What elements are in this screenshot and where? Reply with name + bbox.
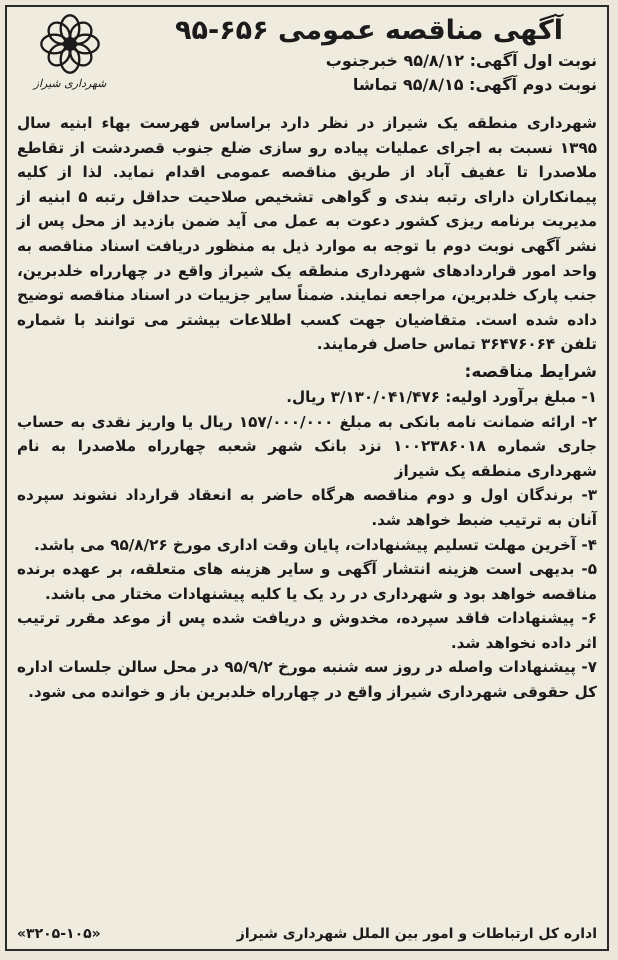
footer-organization: اداره کل ارتباطات و امور بین الملل شهرداری شیراز bbox=[236, 926, 597, 942]
condition-item: ۲- ارائه ضمانت نامه بانکی به مبلغ ۱۵۷/۰۰۰/۰۰۰ ریال یا واریز نقدی به حساب جاری شماره ۱۰۰۲۳۸۶۰۱۸ نزد بانک شهر شعبه چهارراه ملاصدرا به نام شهرداری منطقه یک شیراز bbox=[17, 412, 598, 480]
condition-item: ۵- بدیهی است هزینه انتشار آگهی و سایر هزینه های متعلقه، بر عهده برنده مناقصه خواهد بود و شهرداری در رد یک یا کلیه پیشنهادات مختار می باشد. bbox=[17, 560, 597, 603]
conditions-list bbox=[17, 385, 597, 705]
notice-footer bbox=[17, 923, 597, 945]
header-text bbox=[123, 13, 597, 97]
condition-item: ۱- مبلغ برآورد اولیه: ۳/۱۳۰/۰۴۱/۴۷۶ ریال. bbox=[286, 387, 597, 406]
condition-item: ۷- پیشنهادات واصله در روز سه شنبه مورخ ۹۵/۹/۲ در محل سالن جلسات اداره کل حقوقی شهرداری شیراز واقع در چهارراه خلدبرین باز و خوانده می شود. bbox=[17, 658, 597, 702]
condition-item: ۳- برندگان اول و دوم مناقصه هرگاه حاضر به انعقاد قرارداد نشوند سپرده آنان به ترتیب ضبط خواهد شد. bbox=[17, 486, 597, 529]
shiraz-municipality-logo bbox=[17, 13, 123, 103]
notice-header bbox=[17, 13, 597, 111]
notice-title: آگهی مناقصه عمومی ۶۵۶-۹۵ bbox=[175, 15, 563, 46]
first-round-date: نوبت اول آگهی: ۹۵/۸/۱۲ خبرجنوب bbox=[325, 51, 597, 70]
conditions-title: شرایط مناقصه: bbox=[464, 361, 597, 382]
condition-item: ۶- پیشنهادات فاقد سپرده، مخدوش و دریافت شده پس از موعد مقرر ترتیب اثر داده نخواهد شد. bbox=[17, 609, 597, 652]
logo-caption: شهرداری شیراز bbox=[33, 77, 107, 90]
condition-item: ۴- آخرین مهلت تسلیم پیشنهادات، پایان وقت اداری مورخ ۹۵/۸/۲۶ می باشد. bbox=[33, 535, 597, 554]
tender-notice bbox=[5, 5, 609, 951]
second-round-date: نوبت دوم آگهی: ۹۵/۸/۱۵ تماشا bbox=[352, 75, 597, 94]
footer-code: «۳۲۰۵-۱۰۵» bbox=[17, 926, 101, 942]
notice-body: شهرداری منطقه یک شیراز در نظر دارد براساس فهرست بهاء ابنیه سال ۱۳۹۵ نسبت به اجرای عملیات پیاده رو سازی ضلع جنوب قصردشت از تقاطع ملاصدرا تا عفیف آباد از طریق مناقصه عمومی اقدام نماید. لذا از کلیه پیمانکاران دارای رتبه بندی و گواهی تشخیص صلاحیت حداقل رتبه ۵ ابنیه از مدیریت برنامه ریزی کشور دعوت به عمل می آید ضمن بازدید از محل پس از نشر آگهی نوبت دوم با توجه به موارد ذیل به منظور دریافت اسناد مناقصه به واحد امور قراردادهای شهرداری منطقه یک شیراز واقع در چهارراه خلدبرین، جنب پارک خلدبرین، مراجعه نمایند. ضمناً سایر جزییات در اسناد مناقصه توضیح داده شده است. متقاضیان جهت کسب اطلاعات بیشتر می توانند با شماره تلفن ۳۶۴۷۶۰۶۴ تماس حاصل فرمایند. bbox=[17, 114, 597, 354]
flower-logo-icon bbox=[31, 13, 109, 75]
